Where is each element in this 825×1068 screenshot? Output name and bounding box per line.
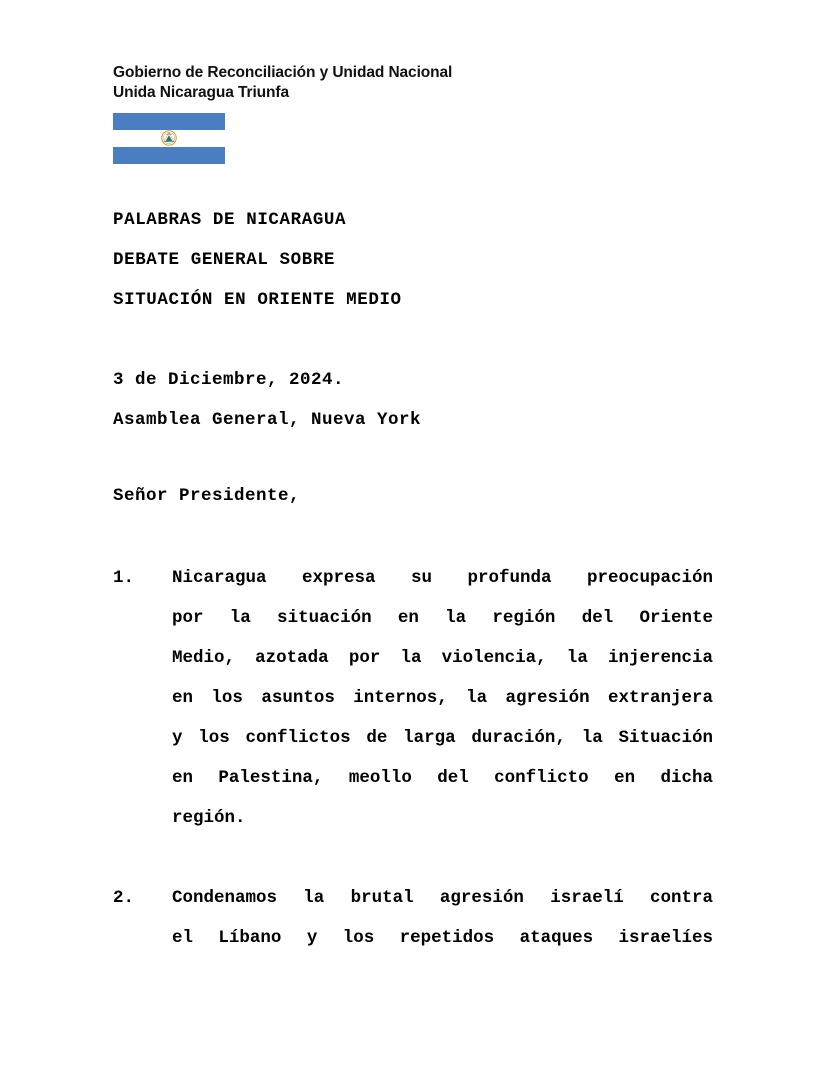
paragraph-2-text [172,878,713,958]
paragraph-1-line-3: Medio, azotada por la violencia, la injerencia [172,648,713,668]
speech-date: 3 de Diciembre, 2024. [113,370,345,390]
flag-band-bottom [113,147,225,164]
nicaragua-flag [113,113,225,164]
letterhead [113,63,452,103]
paragraph-1-line-7: región. [172,808,246,828]
paragraph-2-line-1: Condenamos la brutal agresión israelí contra [172,888,713,908]
paragraph-2-line-2: el Líbano y los repetidos ataques israelíes [172,928,713,948]
speech-title-block [113,200,733,320]
paragraph-1-line-2: por la situación en la región del Oriente [172,608,713,628]
title-line-1: PALABRAS DE NICARAGUA [113,210,347,230]
flag-band-top [113,113,225,130]
paragraph-1-text [172,558,713,838]
paragraph-1-number: 1. [113,568,135,588]
speech-venue: Asamblea General, Nueva York [113,410,422,430]
flag-band-middle [113,130,225,147]
speech-body [113,558,713,998]
title-line-2: DEBATE GENERAL SOBRE [113,250,336,270]
letterhead-line-2: Unida Nicaragua Triunfa [113,84,289,101]
paragraph-1-line-5: y los conflictos de larga duración, la Situación [172,728,713,748]
title-line-3: SITUACIÓN EN ORIENTE MEDIO [113,290,402,310]
speech-meta-block [113,360,733,440]
paragraph-2 [113,878,713,958]
nicaragua-coat-of-arms-icon [161,130,178,147]
paragraph-1-line-1: Nicaragua expresa su profunda preocupación [172,568,713,588]
paragraph-2-number: 2. [113,888,135,908]
paragraph-1-line-6: en Palestina, meollo del conflicto en dicha [172,768,713,788]
salutation: Señor Presidente, [113,486,301,506]
paragraph-1 [113,558,713,838]
letterhead-line-1: Gobierno de Reconciliación y Unidad Nacional [113,64,453,81]
paragraph-1-line-4: en los asuntos internos, la agresión extranjera [172,688,713,708]
